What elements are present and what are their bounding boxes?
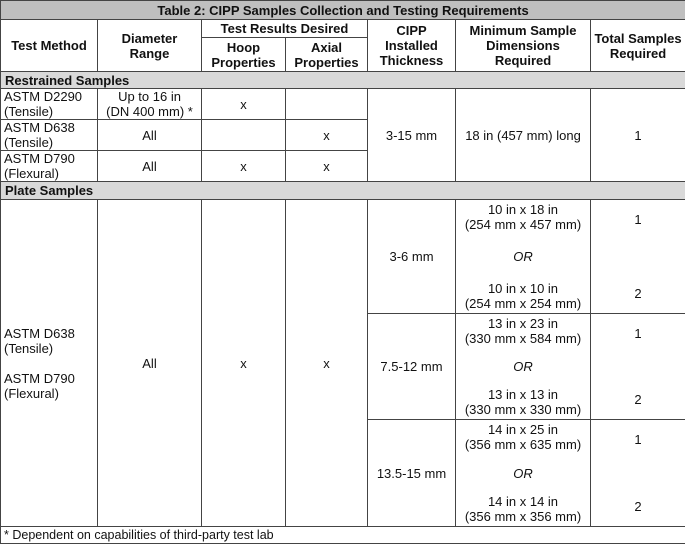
header-test-results-desired: Test Results Desired [202, 20, 368, 38]
plate-axial-cell: x [286, 200, 368, 527]
plate-method-cell: ASTM D638 (Tensile) ASTM D790 (Flexural) [1, 200, 98, 527]
range-cell: All [98, 120, 202, 151]
thickness-cell: 13.5-15 mm [368, 420, 456, 527]
plate-range-cell: All [98, 200, 202, 527]
or-label: OR [513, 249, 533, 264]
table-row [1, 89, 685, 120]
header-axial: Axial Properties [286, 38, 368, 72]
header-thickness: CIPP Installed Thickness [368, 20, 456, 72]
footnote: * Dependent on capabilities of third-party test lab [1, 527, 685, 544]
section-plate: Plate Samples [1, 182, 685, 200]
range-cell: All [98, 151, 202, 182]
hoop-cell: x [202, 151, 286, 182]
plate-hoop-cell: x [202, 200, 286, 527]
total-cell: 1 2 [591, 420, 685, 527]
axial-cell: x [286, 120, 368, 151]
thickness-cell: 3-6 mm [368, 200, 456, 314]
thickness-cell: 7.5-12 mm [368, 314, 456, 420]
total-cell: 1 2 [591, 200, 685, 314]
header-hoop: Hoop Properties [202, 38, 286, 72]
total-cell: 1 2 [591, 314, 685, 420]
thickness-cell: 3-15 mm [368, 89, 456, 182]
table-title: Table 2: CIPP Samples Collection and Testing Requirements [1, 1, 685, 20]
method-cell: ASTM D2290 (Tensile) [1, 89, 98, 120]
range-cell: Up to 16 in (DN 400 mm) * [98, 89, 202, 120]
axial-cell: x [286, 151, 368, 182]
dimensions-cell: 18 in (457 mm) long [456, 89, 591, 182]
method-cell: ASTM D638 (Tensile) [1, 120, 98, 151]
header-diameter-range: Diameter Range [98, 20, 202, 72]
or-label: OR [513, 465, 533, 481]
dimensions-cell: 13 in x 23 in (330 mm x 584 mm) OR 13 in x 13 in (330 mm x 330 mm) [456, 314, 591, 420]
hoop-cell [202, 120, 286, 151]
header-min-dimensions: Minimum Sample Dimensions Required [456, 20, 591, 72]
hoop-cell: x [202, 89, 286, 120]
dimensions-cell: 10 in x 18 in (254 mm x 457 mm) OR 10 in x 10 in (254 mm x 254 mm) [456, 200, 591, 314]
total-cell: 1 [591, 89, 685, 182]
header-test-method: Test Method [1, 20, 98, 72]
table-row [1, 200, 685, 314]
section-restrained: Restrained Samples [1, 72, 685, 89]
axial-cell [286, 89, 368, 120]
header-total-samples: Total Samples Required [591, 20, 685, 72]
or-label: OR [513, 359, 533, 374]
dimensions-cell: 14 in x 25 in (356 mm x 635 mm) OR 14 in x 14 in (356 mm x 356 mm) [456, 420, 591, 527]
method-cell: ASTM D790 (Flexural) [1, 151, 98, 182]
